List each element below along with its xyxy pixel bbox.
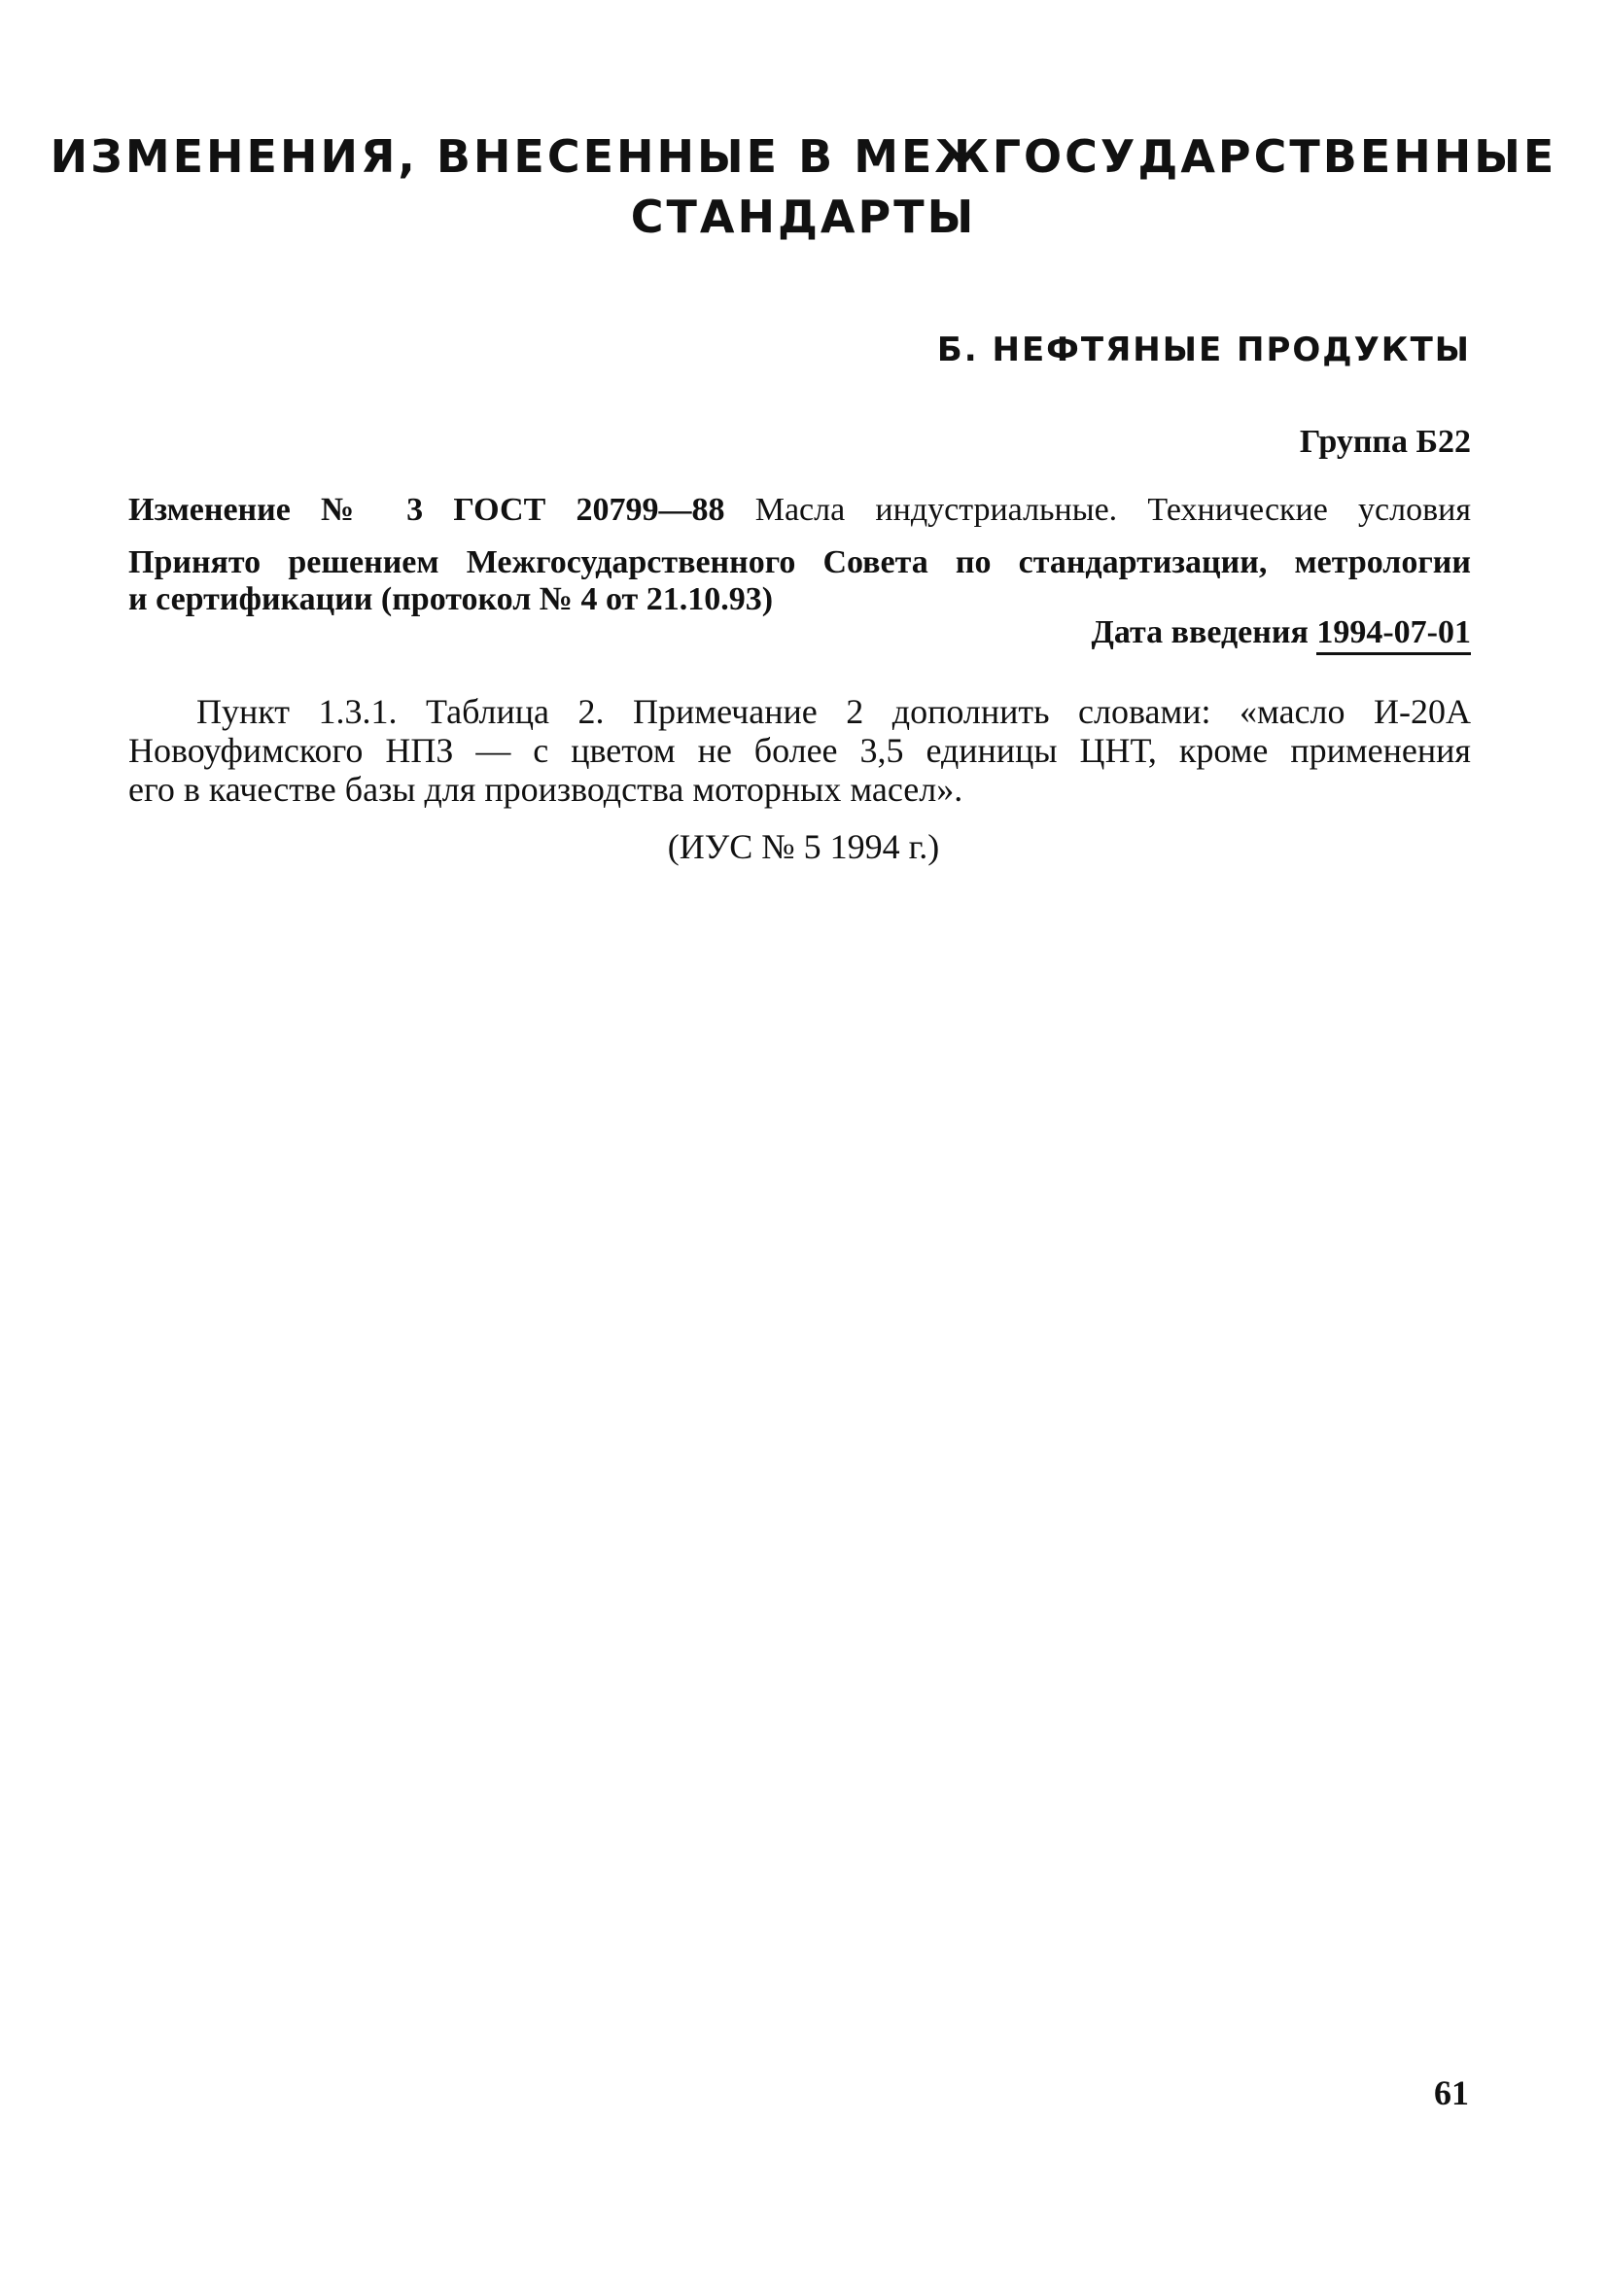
amendment-text bbox=[128, 692, 1471, 809]
source-reference: (ИУС № 5 1994 г.) bbox=[667, 827, 940, 866]
page-number: 61 bbox=[1434, 2073, 1469, 2112]
introduction-date-label: Дата введения bbox=[1091, 614, 1309, 650]
title-line-2: СТАНДАРТЫ bbox=[630, 191, 977, 243]
change-text: Масла индустриальные. Технические условия bbox=[754, 492, 1472, 528]
group-label: Группа Б22 bbox=[1299, 424, 1471, 460]
amendment-line-1: Пункт 1.3.1. Таблица 2. Примечание 2 дополнить словами: «масло И-20А bbox=[196, 692, 1471, 731]
amendment-line-2: Новоуфимского НПЗ — с цветом не более 3,5 единицы ЦНТ, кроме применения bbox=[128, 731, 1471, 770]
introduction-date-value: 1994-07-01 bbox=[1316, 614, 1471, 655]
title-line-1: ИЗМЕНЕНИЯ, ВНЕСЕННЫЕ В МЕЖГОСУДАРСТВЕННЫЕ bbox=[50, 130, 1557, 183]
amendment-line-3: его в качестве базы для производства моторных масел». bbox=[128, 770, 963, 809]
page-title bbox=[0, 126, 1607, 247]
change-label: Изменение № 3 ГОСТ 20799—88 bbox=[128, 492, 725, 528]
change-header bbox=[128, 492, 1471, 529]
adoption-note bbox=[128, 544, 1471, 618]
introduction-date bbox=[1091, 614, 1471, 651]
adoption-line-1: Принято решением Межгосударственного Совета по стандартизации, метрологии bbox=[128, 544, 1471, 580]
section-heading: Б. НЕФТЯНЫЕ ПРОДУКТЫ bbox=[936, 330, 1471, 369]
adoption-line-2: и сертификации (протокол № 4 от 21.10.93) bbox=[128, 581, 774, 617]
